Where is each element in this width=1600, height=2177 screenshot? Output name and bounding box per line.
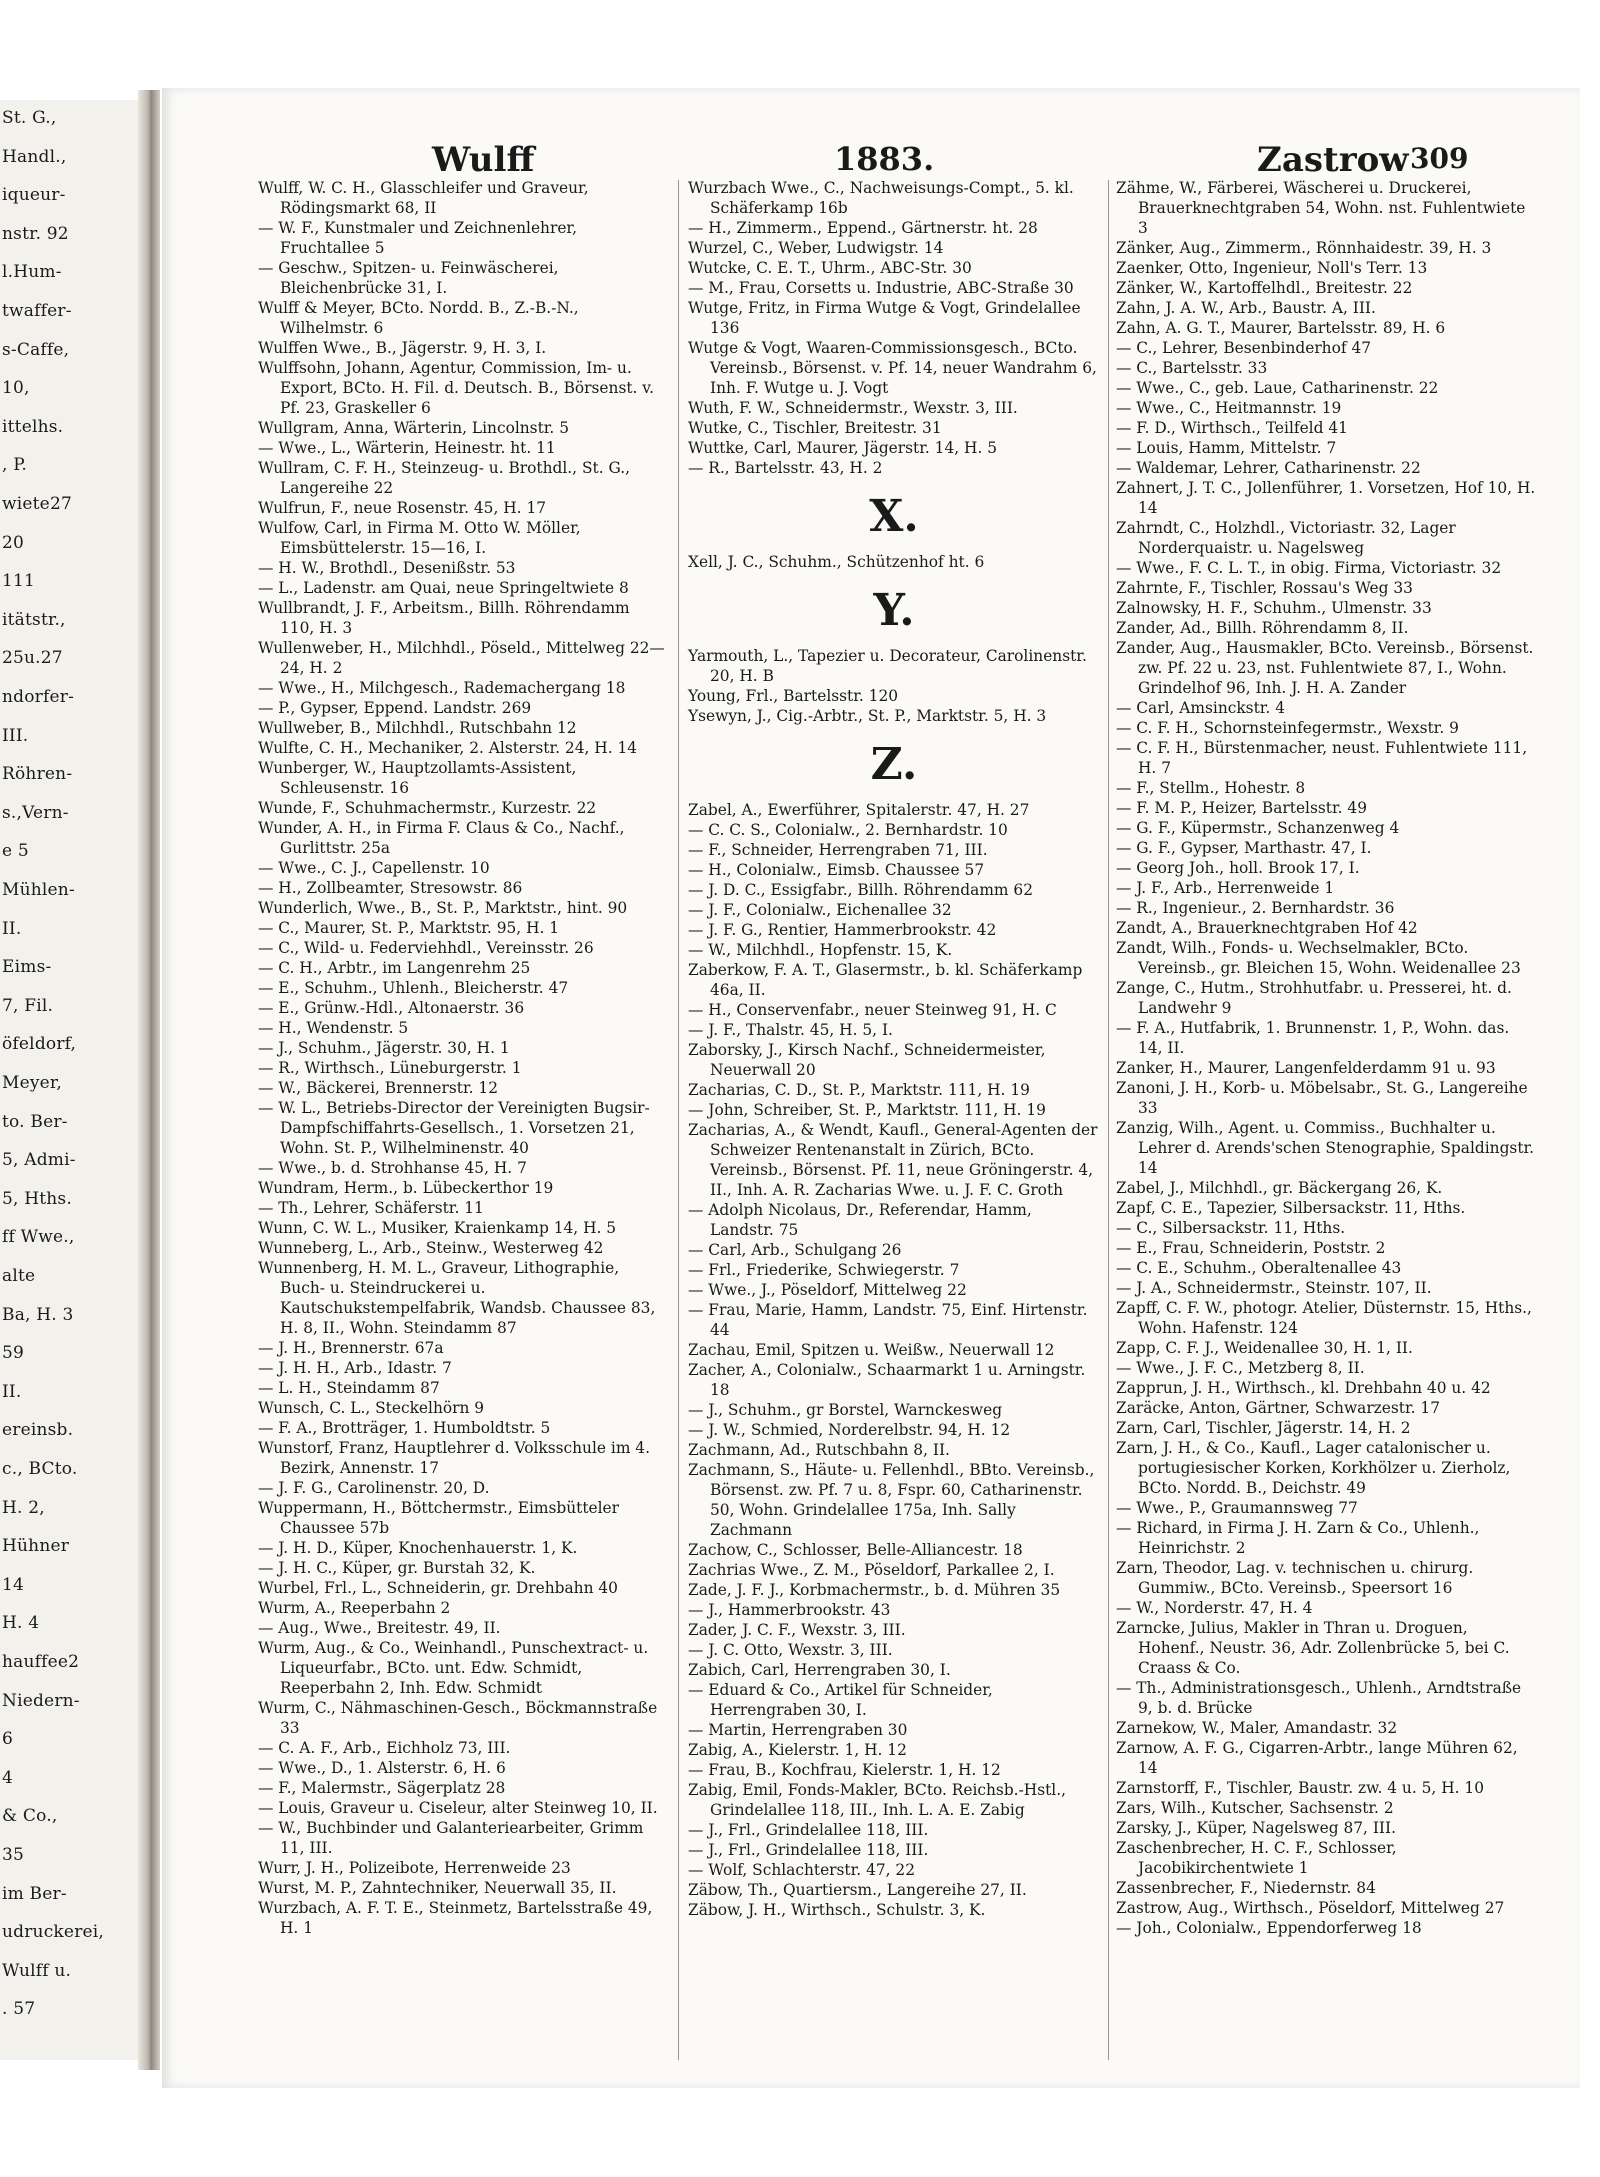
directory-entry: Zaräcke, Anton, Gärtner, Schwarzestr. 17 [1116,1399,1441,1417]
directory-entry: Zander, Ad., Billh. Röhrendamm 8, II. [1116,619,1409,637]
directory-entry: — C. E., Schuhm., Oberaltenallee 43 [1116,1259,1402,1277]
left-page-fragment: Ba, H. 3 [2,1304,74,1325]
directory-entry: Wulffsohn, Johann, Agentur, Commission, Im- u. Export, BCto. H. Fil. d. Deutsch. B., Börsenst. v. Pf. 23, Graskeller 6 [258,359,655,417]
left-page-fragment: & Co., [2,1806,58,1827]
left-page-fragment: 5, Hths. [2,1188,72,1209]
directory-entry: Wulff & Meyer, BCto. Nordd. B., Z.-B.-N., Wilhelmstr. 6 [258,299,579,337]
left-page-fragment: iqueur- [2,185,66,206]
directory-entry: Zarn, Theodor, Lag. v. technischen u. chirurg. Gummiw., BCto. Vereinsb., Speersort 16 [1116,1559,1474,1597]
header-left-keyword: Wulff [432,140,535,180]
directory-entry: Zähme, W., Färberei, Wäscherei u. Druckerei, Brauerknechtgraben 54, Wohn. nst. Fuhlentwiete 3 [1116,179,1526,237]
directory-entry: — Adolph Nicolaus, Dr., Referendar, Hamm, Landstr. 75 [688,1201,1032,1239]
directory-entry: — W., Buchbinder und Galanteriearbeiter, Grimm 11, III. [258,1819,644,1857]
left-page-fragment: III. [2,725,29,746]
directory-entry: Wulfte, C. H., Mechaniker, 2. Alsterstr. 24, H. 14 [258,739,638,757]
directory-entry: — R., Bartelsstr. 43, H. 2 [688,459,883,477]
left-page-fragment: Meyer, [2,1073,62,1093]
directory-entry: Wutcke, C. E. T., Uhrm., ABC-Str. 30 [688,259,972,277]
left-page-fragment: 7, Fil. [2,995,54,1016]
directory-entry: Zacher, A., Colonialw., Schaarmarkt 1 u. Arningstr. 18 [688,1361,1086,1399]
directory-entry: Zahrnte, F., Tischler, Rossau's Weg 33 [1116,579,1413,597]
directory-entry: Wuth, F. W., Schneidermstr., Wexstr. 3, III. [688,399,1018,417]
directory-entry: — C., Bartelsstr. 33 [1116,359,1268,377]
directory-entry: Zapp, C. F. J., Weidenallee 30, H. 1, II. [1116,1339,1413,1357]
directory-entry: Zarsky, J., Küper, Nagelsweg 87, III. [1116,1819,1396,1837]
directory-entry: — J. W., Schmied, Norderelbstr. 94, H. 12 [688,1421,1011,1439]
directory-entry: — H., Zimmerm., Eppend., Gärtnerstr. ht. 28 [688,219,1038,237]
directory-entry: — E., Grünw.-Hdl., Altonaerstr. 36 [258,999,525,1017]
directory-entry: — Th., Administrationsgesch., Uhlenh., Arndtstraße 9, b. d. Brücke [1116,1679,1522,1717]
directory-entry: — G. F., Küpermstr., Schanzenweg 4 [1116,819,1400,837]
directory-entry: — J., Frl., Grindelallee 118, III. [688,1821,929,1839]
directory-entry: — C., Silbersackstr. 11, Hths. [1116,1219,1346,1237]
entries-x [688,552,1100,572]
directory-entry: Zachrias Wwe., Z. M., Pöseldorf, Parkallee 2, I. [688,1561,1055,1579]
directory-entry: — R., Wirthsch., Lüneburgerstr. 1 [258,1059,522,1077]
left-page-fragment: to. Ber- [2,1111,68,1132]
directory-entry: Zarnekow, W., Maler, Amandastr. 32 [1116,1719,1398,1737]
directory-entry: Zassenbrecher, F., Niedernstr. 84 [1116,1879,1376,1897]
directory-entry: Wunder, A. H., in Firma F. Claus & Co., Nachf., Gurlittstr. 25a [258,819,625,857]
directory-entry: — Wwe., C., geb. Laue, Catharinenstr. 22 [1116,379,1439,397]
directory-entry: — Joh., Colonialw., Eppendorferweg 18 [1116,1919,1422,1937]
directory-entry: — Georg Joh., holl. Brook 17, I. [1116,859,1360,877]
directory-entry: — W. L., Betriebs-Director der Vereinigten Bugsir-Dampfschiffahrts-Gesellsch., 1. Vorsetzen 21, Wohn. St. P., Wilhelminenstr. 40 [258,1099,650,1157]
directory-entry: — Frau, B., Kochfrau, Kielerstr. 1, H. 12 [688,1761,1001,1779]
directory-entry: Zabel, J., Milchhdl., gr. Bäckergang 26, K. [1116,1179,1443,1197]
left-page-fragment: l.Hum- [2,262,62,283]
directory-entry: Zade, J. F. J., Korbmachermstr., b. d. Mühren 35 [688,1581,1061,1599]
directory-entry: — J. H. D., Küper, Knochenhauerstr. 1, K. [258,1539,578,1557]
directory-entry: Zarnstorff, F., Tischler, Baustr. zw. 4 u. 5, H. 10 [1116,1779,1484,1797]
directory-entry: Zahrndt, C., Holzhdl., Victoriastr. 32, Lager Norderquaistr. u. Nagelsweg [1116,519,1456,557]
left-page-fragment: s.,Vern- [2,802,69,823]
adjacent-page-strip [0,100,150,2060]
directory-entry: Wunnenberg, H. M. L., Graveur, Lithographie, Buch- u. Steindruckerei u. Kautschukstempelfabrik, Wandsb. Chaussee 83, H. 8, II., Wohn. Steindamm 87 [258,1259,656,1337]
directory-entry: — Louis, Graveur u. Ciseleur, alter Steinweg 10, II. [258,1799,658,1817]
directory-entry: Zahn, J. A. W., Arb., Baustr. A, III. [1116,299,1376,317]
directory-entry: — C. A. F., Arb., Eichholz 73, III. [258,1739,511,1757]
directory-entry: Zaberkow, F. A. T., Glasermstr., b. kl. Schäferkamp 46a, II. [688,961,1083,999]
left-page-fragment: wiete27 [2,494,72,514]
left-page-fragment: Hühner [2,1536,70,1557]
directory-entry: — E., Schuhm., Uhlenh., Bleicherstr. 47 [258,979,569,997]
directory-entry: Zapf, C. E., Tapezier, Silbersackstr. 11, Hths. [1116,1199,1466,1217]
column-3 [1116,178,1536,1938]
left-page-fragment: 20 [2,532,25,553]
directory-entry: — H., Zollbeamter, Stresowstr. 86 [258,879,523,897]
left-page-fragment: , P. [2,455,28,476]
left-page-fragment: s-Caffe, [2,339,70,360]
directory-entry: — F., Schneider, Herrengraben 71, III. [688,841,988,859]
left-page-fragment: Handl., [2,146,67,167]
left-page-fragment: 5, Admi- [2,1150,76,1171]
directory-entry: Zahn, A. G. T., Maurer, Bartelsstr. 89, H. 6 [1116,319,1446,337]
left-page-fragment: 35 [2,1845,25,1865]
directory-entry: Zänker, W., Kartoffelhdl., Breitestr. 22 [1116,279,1413,297]
left-page-fragment: udruckerei, [2,1922,105,1943]
directory-entry: Zarn, Carl, Tischler, Jägerstr. 14, H. 2 [1116,1419,1411,1437]
directory-entry: Wurst, M. P., Zahntechniker, Neuerwall 35, II. [258,1879,617,1897]
left-page-fragment: H. 2, [2,1497,45,1518]
directory-entry: — Frl., Friederike, Schwiegerstr. 7 [688,1261,960,1279]
page-number: 309 [1410,142,1469,175]
left-page-fragment: Niedern- [2,1690,80,1711]
directory-entry: — F. A., Hutfabrik, 1. Brunnenstr. 1, P., Wohn. das. 14, II. [1116,1019,1510,1057]
directory-entry: — J. F., Thalstr. 45, H. 5, I. [688,1021,893,1039]
left-page-fragment: c., BCto. [2,1459,78,1479]
directory-entry: — H., Wendenstr. 5 [258,1019,409,1037]
directory-entry: — J., Schuhm., Jägerstr. 30, H. 1 [258,1039,510,1057]
directory-entry: Zange, C., Hutm., Strohhutfabr. u. Presserei, ht. d. Landwehr 9 [1116,979,1512,1017]
directory-entry: — H. W., Brothdl., Desenißstr. 53 [258,559,516,577]
directory-entry: — Wwe., P., Graumannsweg 77 [1116,1499,1358,1517]
left-page-fragment: ff Wwe., [2,1227,75,1248]
directory-entry: — L. H., Steindamm 87 [258,1379,440,1397]
directory-entry: Wutge & Vogt, Waaren-Commissionsgesch., BCto. Vereinsb., Börsenst. v. Pf. 14, neuer Wandrahm 6, Inh. F. Wutge u. J. Vogt [688,339,1097,397]
directory-entry: Wurzbach, A. F. T. E., Steinmetz, Bartelsstraße 49, H. 1 [258,1899,653,1937]
directory-entry: — Geschw., Spitzen- u. Feinwäscherei, Bleichenbrücke 31, I. [258,259,559,297]
directory-entry: — H., Conservenfabr., neuer Steinweg 91, H. C [688,1001,1057,1019]
directory-entry: Wullenweber, H., Milchhdl., Pöseld., Mittelweg 22—24, H. 2 [258,639,665,677]
directory-entry: Wulffen Wwe., B., Jägerstr. 9, H. 3, I. [258,339,547,357]
directory-entry: Zanker, H., Maurer, Langenfelderdamm 91 u. 93 [1116,1059,1496,1077]
directory-entry: Wullgram, Anna, Wärterin, Lincolnstr. 5 [258,419,569,437]
directory-entry: Wunberger, W., Hauptzollamts-Assistent, Schleusenstr. 16 [258,759,577,797]
directory-entry: — G. F., Gypser, Marthastr. 47, I. [1116,839,1372,857]
left-page-fragment: itätstr., [2,609,66,630]
left-page-fragment: Wulff u. [2,1960,72,1981]
directory-entry: Zaenker, Otto, Ingenieur, Noll's Terr. 13 [1116,259,1428,277]
column-divider [1108,180,1109,2060]
directory-entry: — Wolf, Schlachterstr. 47, 22 [688,1861,916,1879]
directory-entry: Zastrow, Aug., Wirthsch., Pöseldorf, Mittelweg 27 [1116,1899,1505,1917]
directory-entry: Zaschenbrecher, H. C. F., Schlosser, Jacobikirchentwiete 1 [1116,1839,1397,1877]
directory-entry: — L., Ladenstr. am Quai, neue Springeltwiete 8 [258,579,629,597]
directory-entry: Zachmann, Ad., Rutschbahn 8, II. [688,1441,950,1459]
header-year: 1883. [834,140,935,178]
directory-entry: Wunn, C. W. L., Musiker, Kraienkamp 14, H. 5 [258,1219,617,1237]
directory-entry: — E., Frau, Schneiderin, Poststr. 2 [1116,1239,1386,1257]
directory-entry: Zarnow, A. F. G., Cigarren-Arbtr., lange Mühren 62, 14 [1116,1739,1518,1777]
section-letter-x: X. [869,491,919,542]
left-page-fragment: nstr. 92 [2,223,69,244]
directory-entry: Wutge, Fritz, in Firma Wutge & Vogt, Grindelallee 136 [688,299,1081,337]
directory-entry: Zanoni, J. H., Korb- u. Möbelsabr., St. G., Langereihe 33 [1116,1079,1528,1117]
left-page-fragment: hauffee2 [2,1652,80,1672]
directory-entry: — Frau, Marie, Hamm, Landstr. 75, Einf. Hirtenstr. 44 [688,1301,1088,1339]
directory-entry: Wullram, C. F. H., Steinzeug- u. Brothdl., St. G., Langereihe 22 [258,459,631,497]
left-page-fragment: im Ber- [2,1883,67,1904]
directory-entry: — Wwe., D., 1. Alsterstr. 6, H. 6 [258,1759,506,1777]
directory-entry: Zacharias, A., & Wendt, Kaufl., General-Agenten der Schweizer Rentenanstalt in Zürich, BCto. Vereinsb., Börsenst. Pf. 11, neue Gröningerstr. 4, II., Inh. A. R. Zacharias Wwe. u. J. F. C. Groth [688,1121,1098,1199]
left-page-fragment: ittelhs. [2,416,64,437]
directory-entry: Zabig, A., Kielerstr. 1, H. 12 [688,1741,907,1759]
directory-entry: — J. D. C., Essigfabr., Billh. Röhrendamm 62 [688,881,1034,899]
directory-entry: — C. F. H., Schornsteinfegermstr., Wexstr. 9 [1116,719,1459,737]
left-page-fragment: St. G., [2,108,57,128]
directory-entry: — H., Colonialw., Eimsb. Chaussee 57 [688,861,985,879]
directory-entry: Wurm, A., Reeperbahn 2 [258,1599,451,1617]
left-page-fragment: 6 [2,1729,14,1750]
left-page-fragment: 14 [2,1574,25,1595]
directory-entry: Zapff, C. F. W., photogr. Atelier, Düsternstr. 15, Hths., Wohn. Hafenstr. 124 [1116,1299,1532,1337]
directory-entry: — F. M. P., Heizer, Bartelsstr. 49 [1116,799,1367,817]
directory-entry: — F. D., Wirthsch., Teilfeld 41 [1116,419,1348,437]
directory-entry: Wulfow, Carl, in Firma M. Otto W. Möller, Eimsbüttelerstr. 15—16, I. [258,519,581,557]
directory-entry: Wunderlich, Wwe., B., St. P., Marktstr., hint. 90 [258,899,628,917]
directory-entry: — J., Hammerbrookstr. 43 [688,1601,891,1619]
directory-entry: Wutke, C., Tischler, Breitestr. 31 [688,419,942,437]
directory-entry: Young, Frl., Bartelsstr. 120 [688,687,899,705]
left-page-fragment: 10, [2,378,30,399]
directory-entry: Zachow, C., Schlosser, Belle-Alliancestr. 18 [688,1541,1023,1559]
book-gutter [138,90,160,2070]
directory-entry: — P., Gypser, Eppend. Landstr. 269 [258,699,532,717]
directory-entry: Zabig, Emil, Fonds-Makler, BCto. Reichsb.-Hstl., Grindelallee 118, III., Inh. L. A. E. Zabig [688,1781,1066,1819]
directory-entry: — J., Schuhm., gr Borstel, Warnckesweg [688,1401,1003,1419]
left-page-fragment: 111 [2,571,36,592]
directory-entry: — R., Ingenieur., 2. Bernhardstr. 36 [1116,899,1395,917]
directory-entry: Zapprun, J. H., Wirthsch., kl. Drehbahn 40 u. 42 [1116,1379,1491,1397]
directory-entry: — W. F., Kunstmaler und Zeichnenlehrer, Fruchtallee 5 [258,219,577,257]
directory-entry: — J. A., Schneidermstr., Steinstr. 107, II. [1116,1279,1432,1297]
left-page-fragment: ndorfer- [2,687,75,707]
directory-entry: — Richard, in Firma J. H. Zarn & Co., Uhlenh., Heinrichstr. 2 [1116,1519,1480,1557]
directory-entry: — Wwe., H., Milchgesch., Rademachergang 18 [258,679,626,697]
directory-entry: — Carl, Amsinckstr. 4 [1116,699,1286,717]
directory-entry: Wulff, W. C. H., Glasschleifer und Graveur, Rödingsmarkt 68, II [258,179,589,217]
directory-entry: — Aug., Wwe., Breitestr. 49, II. [258,1619,501,1637]
directory-entry: — W., Bäckerei, Brennerstr. 12 [258,1079,498,1097]
header-right-keyword: Zastrow [1257,140,1409,180]
directory-entry: Zanzig, Wilh., Agent. u. Commiss., Buchhalter u. Lehrer d. Arends'schen Stenographie, Spaldingstr. 14 [1116,1119,1535,1177]
left-page-fragment: Eims- [2,957,52,978]
directory-entry: — C., Maurer, St. P., Marktstr. 95, H. 1 [258,919,560,937]
left-page-fragment: H. 4 [2,1613,40,1634]
directory-entry: — C., Wild- u. Federviehhdl., Vereinsstr. 26 [258,939,594,957]
left-page-fragment: öfeldorf, [2,1034,77,1055]
directory-entry: — F. A., Brotträger, 1. Humboldtstr. 5 [258,1419,551,1437]
directory-entry: Wurr, J. H., Polizeibote, Herrenweide 23 [258,1859,571,1877]
directory-entry: Zalnowsky, H. F., Schuhm., Ulmenstr. 33 [1116,599,1432,617]
directory-entry: Zachmann, S., Häute- u. Fellenhdl., BBto. Vereinsb., Börsenst. zw. Pf. 7 u. 8, Fspr. 60, Catharinenstr. 50, Wohn. Grindelallee 175a, Inh. Sally Zachmann [688,1461,1095,1539]
directory-entry: — John, Schreiber, St. P., Marktstr. 111, H. 19 [688,1101,1046,1119]
entries-z [688,800,1100,1920]
column-divider [678,180,679,2060]
directory-entry: — Eduard & Co., Artikel für Schneider, Herrengraben 30, I. [688,1681,993,1719]
directory-entry: Zarncke, Julius, Makler in Thran u. Droguen, Hohenf., Neustr. 36, Adr. Zollenbrücke 5, bei C. Craass & Co. [1116,1619,1510,1677]
directory-entry: Wurzel, C., Weber, Ludwigstr. 14 [688,239,944,257]
directory-entry: Zaborsky, J., Kirsch Nachf., Schneidermeister, Neuerwall 20 [688,1041,1046,1079]
directory-entry: — C., Lehrer, Besenbinderhof 47 [1116,339,1372,357]
directory-entry: Zarn, J. H., & Co., Kaufl., Lager catalonischer u. portugiesischer Korken, Korkhölzer u. Zierholz, BCto. Nordd. B., Deichstr. 49 [1116,1439,1511,1497]
directory-entry: — J. F. G., Carolinenstr. 20, D. [258,1479,490,1497]
section-letter-y: Y. [873,585,915,636]
directory-entry: — J. H. H., Arb., Idastr. 7 [258,1359,452,1377]
directory-page [162,88,1580,2088]
directory-entry: Wundram, Herm., b. Lübeckerthor 19 [258,1179,554,1197]
directory-entry: Wulfrun, F., neue Rosenstr. 45, H. 17 [258,499,547,517]
directory-entry: — W., Milchhdl., Hopfenstr. 15, K. [688,941,953,959]
directory-entry: — Wwe., F. C. L. T., in obig. Firma, Victoriastr. 32 [1116,559,1502,577]
directory-entry: — J. C. Otto, Wexstr. 3, III. [688,1641,893,1659]
directory-entry: Wuttke, Carl, Maurer, Jägerstr. 14, H. 5 [688,439,998,457]
directory-entry: Wullbrandt, J. F., Arbeitsm., Billh. Röhrendamm 110, H. 3 [258,599,630,637]
directory-entry: — Carl, Arb., Schulgang 26 [688,1241,902,1259]
directory-entry: Wurzbach Wwe., C., Nachweisungs-Compt., 5. kl. Schäferkamp 16b [688,179,1074,217]
directory-entry: Zänker, Aug., Zimmerm., Rönnhaidestr. 39, H. 3 [1116,239,1492,257]
directory-entry: — Wwe., J. F. C., Metzberg 8, II. [1116,1359,1365,1377]
directory-entry: — Martin, Herrengraben 30 [688,1721,908,1739]
directory-entry: — C. H., Arbtr., im Langenrehm 25 [258,959,531,977]
left-page-fragment: 59 [2,1343,25,1364]
directory-entry: Wunneberg, L., Arb., Steinw., Westerweg 42 [258,1239,604,1257]
directory-entry: — Wwe., J., Pöseldorf, Mittelweg 22 [688,1281,967,1299]
directory-entry: Wunstorf, Franz, Hauptlehrer d. Volksschule im 4. Bezirk, Annenstr. 17 [258,1439,650,1477]
directory-entry: — C. F. H., Bürstenmacher, neust. Fuhlentwiete 111, H. 7 [1116,739,1528,777]
directory-entry: Ysewyn, J., Cig.-Arbtr., St. P., Marktstr. 5, H. 3 [688,707,1047,725]
directory-entry: Zachau, Emil, Spitzen u. Weißw., Neuerwall 12 [688,1341,1055,1359]
directory-entry: Zacharias, C. D., St. P., Marktstr. 111, H. 19 [688,1081,1030,1099]
directory-entry: Wurm, Aug., & Co., Weinhandl., Punschextract- u. Liqueurfabr., BCto. unt. Edw. Schmidt, Reeperbahn 2, Inh. Edw. Schmidt [258,1639,649,1697]
left-page-fragment: 25u.27 [2,648,63,669]
left-page-fragment: e 5 [2,841,29,862]
directory-entry: Zars, Wilh., Kutscher, Sachsenstr. 2 [1116,1799,1394,1817]
directory-entry: — M., Frau, Corsetts u. Industrie, ABC-Straße 30 [688,279,1074,297]
directory-entry: — C. C. S., Colonialw., 2. Bernhardstr. 10 [688,821,1008,839]
directory-entry: — W., Norderstr. 47, H. 4 [1116,1599,1313,1617]
directory-entry: — Wwe., b. d. Strohhanse 45, H. 7 [258,1159,527,1177]
directory-entry: — J. F., Colonialw., Eichenallee 32 [688,901,952,919]
directory-entry: Wullweber, B., Milchhdl., Rutschbahn 12 [258,719,577,737]
directory-entry: Wurm, C., Nähmaschinen-Gesch., Böckmannstraße 33 [258,1699,658,1737]
directory-entry: — F., Malermstr., Sägerplatz 28 [258,1779,506,1797]
column-2 [688,178,1100,1920]
directory-entry: Zandt, A., Brauerknechtgraben Hof 42 [1116,919,1418,937]
entries-w [688,178,1100,478]
entries-y [688,646,1100,726]
directory-entry: — Wwe., L., Wärterin, Heinestr. ht. 11 [258,439,556,457]
directory-entry: — J. H., Brennerstr. 67a [258,1339,444,1357]
section-letter-z: Z. [870,739,918,790]
directory-entry: — Th., Lehrer, Schäferstr. 11 [258,1199,484,1217]
directory-entry: Zäbow, J. H., Wirthsch., Schulstr. 3, K. [688,1901,986,1919]
directory-entry: — J. F., Arb., Herrenweide 1 [1116,879,1335,897]
left-page-fragment: Mühlen- [2,880,75,900]
left-page-fragment: II. [2,918,22,939]
directory-entry: Yarmouth, L., Tapezier u. Decorateur, Carolinenstr. 20, H. B [688,647,1087,685]
directory-entry: Zander, Aug., Hausmakler, BCto. Vereinsb., Börsenst. zw. Pf. 22 u. 23, nst. Fuhlentwiete 87, I., Wohn. Grindelhof 96, Inh. J. H. A. Zander [1116,639,1534,697]
directory-entry: Zäbow, Th., Quartiersm., Langereihe 27, II. [688,1881,1027,1899]
left-page-fragment: twaffer- [2,301,72,321]
directory-entry: Wuppermann, H., Böttchermstr., Eimsbütteler Chaussee 57b [258,1499,619,1537]
directory-entry: Xell, J. C., Schuhm., Schützenhof ht. 6 [688,553,985,571]
directory-entry: — F., Stellm., Hohestr. 8 [1116,779,1306,797]
left-page-fragment: ereinsb. [2,1420,74,1441]
directory-entry: — Wwe., C., Heitmannstr. 19 [1116,399,1342,417]
left-page-fragment: Röhren- [2,764,73,785]
left-page-fragment: 4 [2,1767,14,1788]
directory-entry: — J., Frl., Grindelallee 118, III. [688,1841,929,1859]
directory-entry: — Waldemar, Lehrer, Catharinenstr. 22 [1116,459,1421,477]
directory-entry: — Wwe., C. J., Capellenstr. 10 [258,859,490,877]
directory-entry: Wurbel, Frl., L., Schneiderin, gr. Drehbahn 40 [258,1579,618,1597]
directory-entry: — J. F. G., Rentier, Hammerbrookstr. 42 [688,921,997,939]
directory-entry: Zabel, A., Ewerführer, Spitalerstr. 47, H. 27 [688,801,1030,819]
left-page-fragment: . 57 [2,1999,36,2020]
directory-entry: Wunsch, C. L., Steckelhörn 9 [258,1399,485,1417]
directory-entry: Zader, J. C. F., Wexstr. 3, III. [688,1621,906,1639]
directory-entry: Zandt, Wilh., Fonds- u. Wechselmakler, BCto. Vereinsb., gr. Bleichen 15, Wohn. Weidenallee 23 [1116,939,1521,977]
directory-entry: — Louis, Hamm, Mittelstr. 7 [1116,439,1337,457]
left-page-fragment: II. [2,1381,22,1402]
column-1 [258,178,668,1938]
directory-entry: — J. H. C., Küper, gr. Burstah 32, K. [258,1559,536,1577]
directory-entry: Zabich, Carl, Herrengraben 30, I. [688,1661,951,1679]
directory-entry: Zahnert, J. T. C., Jollenführer, 1. Vorsetzen, Hof 10, H. 14 [1116,479,1536,517]
left-page-fragment: alte [2,1266,36,1286]
directory-entry: Wunde, F., Schuhmachermstr., Kurzestr. 22 [258,799,597,817]
